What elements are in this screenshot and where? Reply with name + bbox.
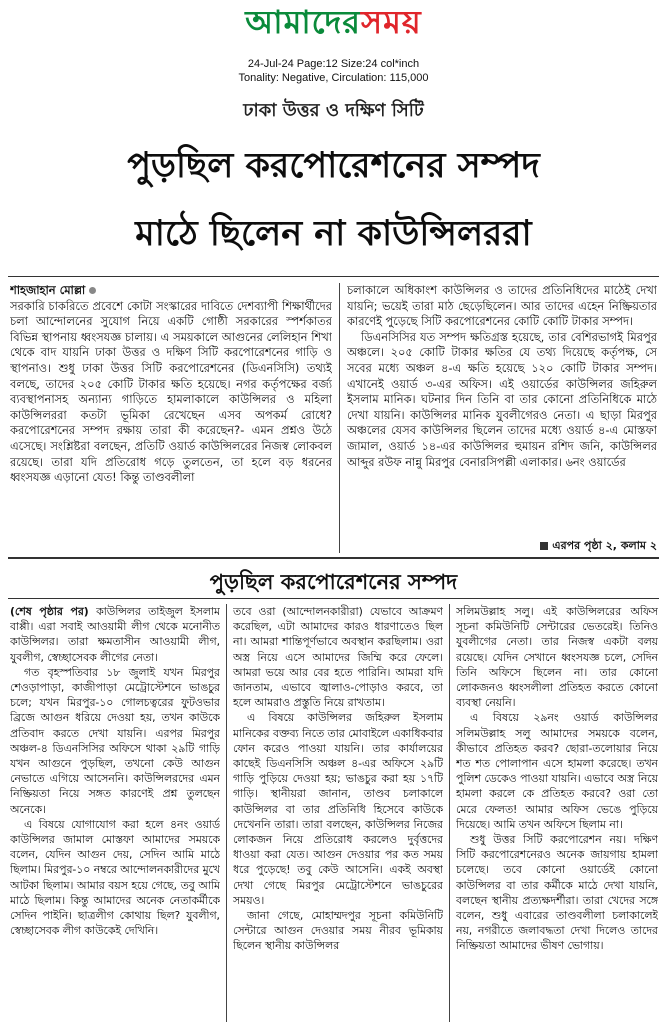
jump-col1-p2: গত বৃহস্পতিবার ১৮ জুলাই যখন মিরপুর শেওড়াপাড়া, কাজীপাড়া মেট্রোস্টেশনে ভাঙচুর চলে; যখন মিরপুর-১০ গোলচত্বরের ফুটওভার ব্রিজে আগুন ধরিয়ে দেওয়া হয়, তখন কাউকে প্রতিবাদ করতে দেখা যায়নি। এরপর মিরপুর অঞ্চল-৪ ডিএনসিসির অফিসে থাকা ২৯টি গাড়ি যখন আগুনে পুড়ছিল, তখনো কেউ আগুন নেভাতে এগিয়ে আসেননি। কাউন্সিলরদের এমন নিষ্ক্রিয়তা নিয়ে সঙ্গত কারণেই প্রশ্ন তুলছেন অনেকে।: [10, 665, 220, 816]
headline-line-1: পুড়ছিল করপোরেশনের সম্পদ: [127, 146, 540, 186]
masthead: [0, 4, 667, 40]
byline: শাহজাহান মোল্লা: [10, 283, 86, 297]
article-column-left: [10, 283, 332, 553]
article-body-right-p2: ডিএনসিসির যত সম্পদ ক্ষতিগ্রস্ত হয়েছে, তার বেশিরভাগই মিরপুর অঞ্চলে। ২০৫ কোটি টাকার ক্ষতির যে তথ্য দিয়েছে কর্তৃপক্ষ, সে সবের মধ্যে অঞ্চল ৪-এ ক্ষতি হয়েছে ১২০ কোটি টাকার সম্পদ। এখানেই ওয়ার্ড ৩-এর অফিস। এই ওয়ার্ডের কাউন্সিলর জহিরুল ইসলাম মানিক। ঘটনার দিন তিনি বা তার কোনো প্রতিনিধিকে মাঠে দেখা যায়নি। কাউন্সিলর মানিক যুবলীগেরও নেতা। এ ছাড়া মিরপুর অঞ্চলের যেসব কাউন্সিলর ছিলেন তাদের মধ্যে ওয়ার্ড ৪-এ মোস্তফা জামাল, ওয়ার্ড ১৪-এর কাউন্সিলর হুমায়ন রশিদ জনি, কাউন্সিলর আব্দুর রউফ নান্নু মিরপুর বেনারসিপল্লী এলাকার। ৬নং ওয়ার্ডের: [347, 329, 657, 469]
jump-column-2: [233, 604, 443, 1022]
logo-part-green: আমাদের: [245, 3, 361, 41]
article-body-right-p1: চলাকালে অধিকাংশ কাউন্সিলর ও তাদের প্রতিনিধিদের মাঠেই দেখা যায়নি; ভয়েই তারা মাঠ ছেড়েছিলেন। আর তাদের এহেন নিষ্ক্রিয়তার কারণেই পুড়েছে সিটি করপোরেশনের কোটি কোটি টাকার সম্পদ।: [347, 283, 657, 329]
square-bullet-icon: [540, 542, 548, 550]
jump-headline: পুড়ছিল করপোরেশনের সম্পদ: [209, 570, 458, 594]
jump-col1-p1: কাউন্সিলর তাইজুল ইসলাম বাপ্পী। এরা সবাই আওয়ামী লীগ থেকে মনোনীত কাউন্সিলর। তারা ক্ষমতাসীন আওয়ামী লীগ, যুবলীগ, স্বেচ্ছাসেবক লীগের নেতা।: [10, 605, 220, 664]
continued-on-text: এরপর পৃষ্ঠা ২, কলাম ২: [552, 539, 657, 552]
jump-column-3: [456, 604, 658, 1022]
jump-col2-p2: এ বিষয়ে কাউন্সিলর জহিরুল ইসলাম মানিকের বক্তব্য নিতে তার মোবাইলে একাধিকবার ফোন করেও পাওয়া যায়নি। তার কার্যালয়ের কাছেই ডিএনসিসি অঞ্চল ৪-এর অফিসে ২৯টি গাড়ি পুড়িয়ে দেওয়া হয়; ভাঙচুর করা হয় ১৭টি গাড়ি। স্থানীয়রা জানান, তাণ্ডব চলাকালে কাউন্সিলর বা তার প্রতিনিধি হিসেবে কাউকে দেখেননি তারা। তারা বলছেন, কাউন্সিলর নিজের লোকজন নিয়ে প্রতিরোধ করলেও দুর্বৃত্তদের ধাওয়া করা যেত। আগুন দেওয়ার পর কত সময় ধরে পুড়েছে! তবু কেউ আসেনি। একই অবস্থা দেখা গেছে মিরপুর মেট্রোস্টেশনে ভাঙচুরের সময়ও।: [233, 711, 443, 907]
clipping-meta-line1: 24-Jul-24 Page:12 Size:24 col*inch: [247, 58, 420, 70]
logo-part-red: সময়: [360, 3, 422, 41]
jump-column-1: [10, 604, 220, 1022]
article-kicker: ঢাকা উত্তর ও দক্ষিণ সিটি: [243, 100, 424, 121]
column-divider: [339, 283, 340, 553]
jump-headline-divider: [8, 598, 659, 599]
headline-divider: [8, 276, 659, 277]
headline-line-2: মাঠে ছিলেন না কাউন্সিলররা: [135, 214, 532, 254]
section-divider: [8, 557, 659, 559]
jump-col3-p3: শুধু উত্তর সিটি করপোরেশন নয়। দক্ষিণ সিটি করপোরেশনেরও অনেক জায়গায় হামলা চলেছে। তবে কোনো ওয়ার্ডেই কোনো কাউন্সিলর বা তার কর্মীকে মাঠে দেখা যায়নি, বলছেন স্থানীয় প্রত্যক্ষদর্শীরা। তারা খেদের সঙ্গে বলেন, শুধু এবারের তাণ্ডবলীলা চলাকালেই নয়, নগরীতে জলাবদ্ধতা দেখা দিলেও তাদের নিষ্ক্রিয়তা আমাদের ভীষণ ভোগায়।: [456, 833, 658, 953]
jump-col2-p3: জানা গেছে, মোহাম্মদপুর সূচনা কমিউনিটি সেন্টারে আগুন দেওয়ার সময় নীরব ভূমিকায় ছিলেন স্থানীয় কাউন্সিলর: [233, 909, 443, 953]
article-column-right: [347, 283, 657, 535]
jump-col3-p1: সলিমউল্লাহ সলু। এই কাউন্সিলরের অফিস সূচনা কমিউনিটি সেন্টারের ভেতরেই। তিনিও যুবলীগের নেতা। তার নিজস্ব একটা বলয় রয়েছে। যেদিন সেখানে ধ্বংসযজ্ঞ চলে, সেদিন তিনি অফিসে ছিলেন না। তার কোনো লোকজনও ধ্বংসলীলা প্রতিহত করতে কোনো ব্যবস্থা নেয়নি।: [456, 605, 658, 710]
jump-column-divider-2: [449, 604, 450, 1022]
clipping-meta-line2: Tonality: Negative, Circulation: 115,000: [238, 72, 429, 84]
article-body-left: সরকারি চাকরিতে প্রবেশে কোটা সংস্কারের দাবিতে দেশব্যাপী শিক্ষার্থীদের চলা আন্দোলনের সুযোগ নিয়ে একটি গোষ্ঠী সরকারের স্পর্শকাতর বিভিন্ন স্থাপনায় ধ্বংসযজ্ঞ চালায়। এ সময়কালে আগুনের লেলিহান শিখা থেকে বাদ যায়নি ঢাকা উত্তর ও দক্ষিণ সিটি করপোরেশনের গাড়ি ও স্থাপনাও। শুধু ঢাকা উত্তর সিটি করপোরেশনের (ডিএনসিসি) তথ্যই বলছে, তাদের ২০৫ কোটি টাকার ক্ষতি হয়েছে। নগর কর্তৃপক্ষের বর্জ্য ব্যবস্থাপনাসহ অন্যান্য গাড়িতে হামলাকালে কাউন্সিলর ও মহিলা কাউন্সিলররা কতটা ভূমিকা রেখেছেন এসব অপকর্ম রোধে? করপোরেশনের সম্পদ রক্ষায় তারা কী করেছেন?- এমন প্রশ্নও উঠে এসেছে। সংশ্লিষ্টরা বলছেন, প্রতিটি ওয়ার্ড কাউন্সিলরের নিজস্ব লোকবল রয়েছে। তারা যদি প্রতিরোধ গড়ে তুলতেন, তা হলে বড় ধরনের ধ্বংসযজ্ঞ এড়ানো যেত! কিন্তু তাণ্ডবলীলা: [10, 298, 332, 485]
jump-column-divider-1: [226, 604, 227, 1022]
byline-bullet-icon: [89, 287, 96, 294]
jump-col3-p2: এ বিষয়ে ২৯নং ওয়ার্ড কাউন্সিলর সলিমউল্লাহ সলু আমাদের সময়কে বলেন, কীভাবে প্রতিহত করব? ছোরা-তলোয়ার নিয়ে শত শত পোলাপান এসে হামলা করেছে। তখন পুলিশ ডেকেও পাওয়া যায়নি। এভাবে অস্ত্র নিয়ে হামলা করলে কে প্রতিহত করবে? ওরা তো মেরে ফেলত! আমার অফিস ভেঙে পুড়িয়ে দিয়েছে। আমি তখন অফিসে ছিলাম না।: [456, 711, 658, 831]
jump-col2-p1: তবে ওরা (আন্দোলনকারীরা) যেভাবে আক্রমণ করেছিল, এটা আমাদের কারও ধারণাতেও ছিল না। আমরা শান্তিপূর্ণভাবে অবস্থান করছিলাম। ওরা অস্ত্র নিয়ে এসে আমাদের জিম্মি করে ফেলে। আমরা ভয়ে আর বের হতে পারিনি। আমরা যদি জানতাম, এভাবে জ্বালাও-পোড়াও করবে, তা হলে আমরাও প্রস্তুতি নিয়ে রাখতাম।: [233, 605, 443, 710]
continued-from-tag: (শেষ পৃষ্ঠার পর): [10, 605, 89, 618]
jump-col1-p3: এ বিষয়ে যোগাযোগ করা হলে ৪নং ওয়ার্ড কাউন্সিলর জামাল মোস্তফা আমাদের সময়কে বলেন, যেদিন আগুন দেয়, সেদিন আমি মাঠে ছিলাম। মিরপুর-১০ নম্বরে আন্দোলনকারীদের মুখে আটকা ছিলাম। আমার বয়স হয়ে গেছে, তবু আমি মাঠে ছিলাম। কিন্তু আমাদের অনেক নেতাকর্মীকে সেদিন পাইনি। ছাত্রলীগ কোথায় ছিল? যুবলীগ, স্বেচ্ছাসেবক লীগ কাউকেই দেখিনি।: [10, 817, 220, 938]
continued-on-label: [540, 537, 657, 556]
newspaper-logo: [245, 4, 421, 40]
